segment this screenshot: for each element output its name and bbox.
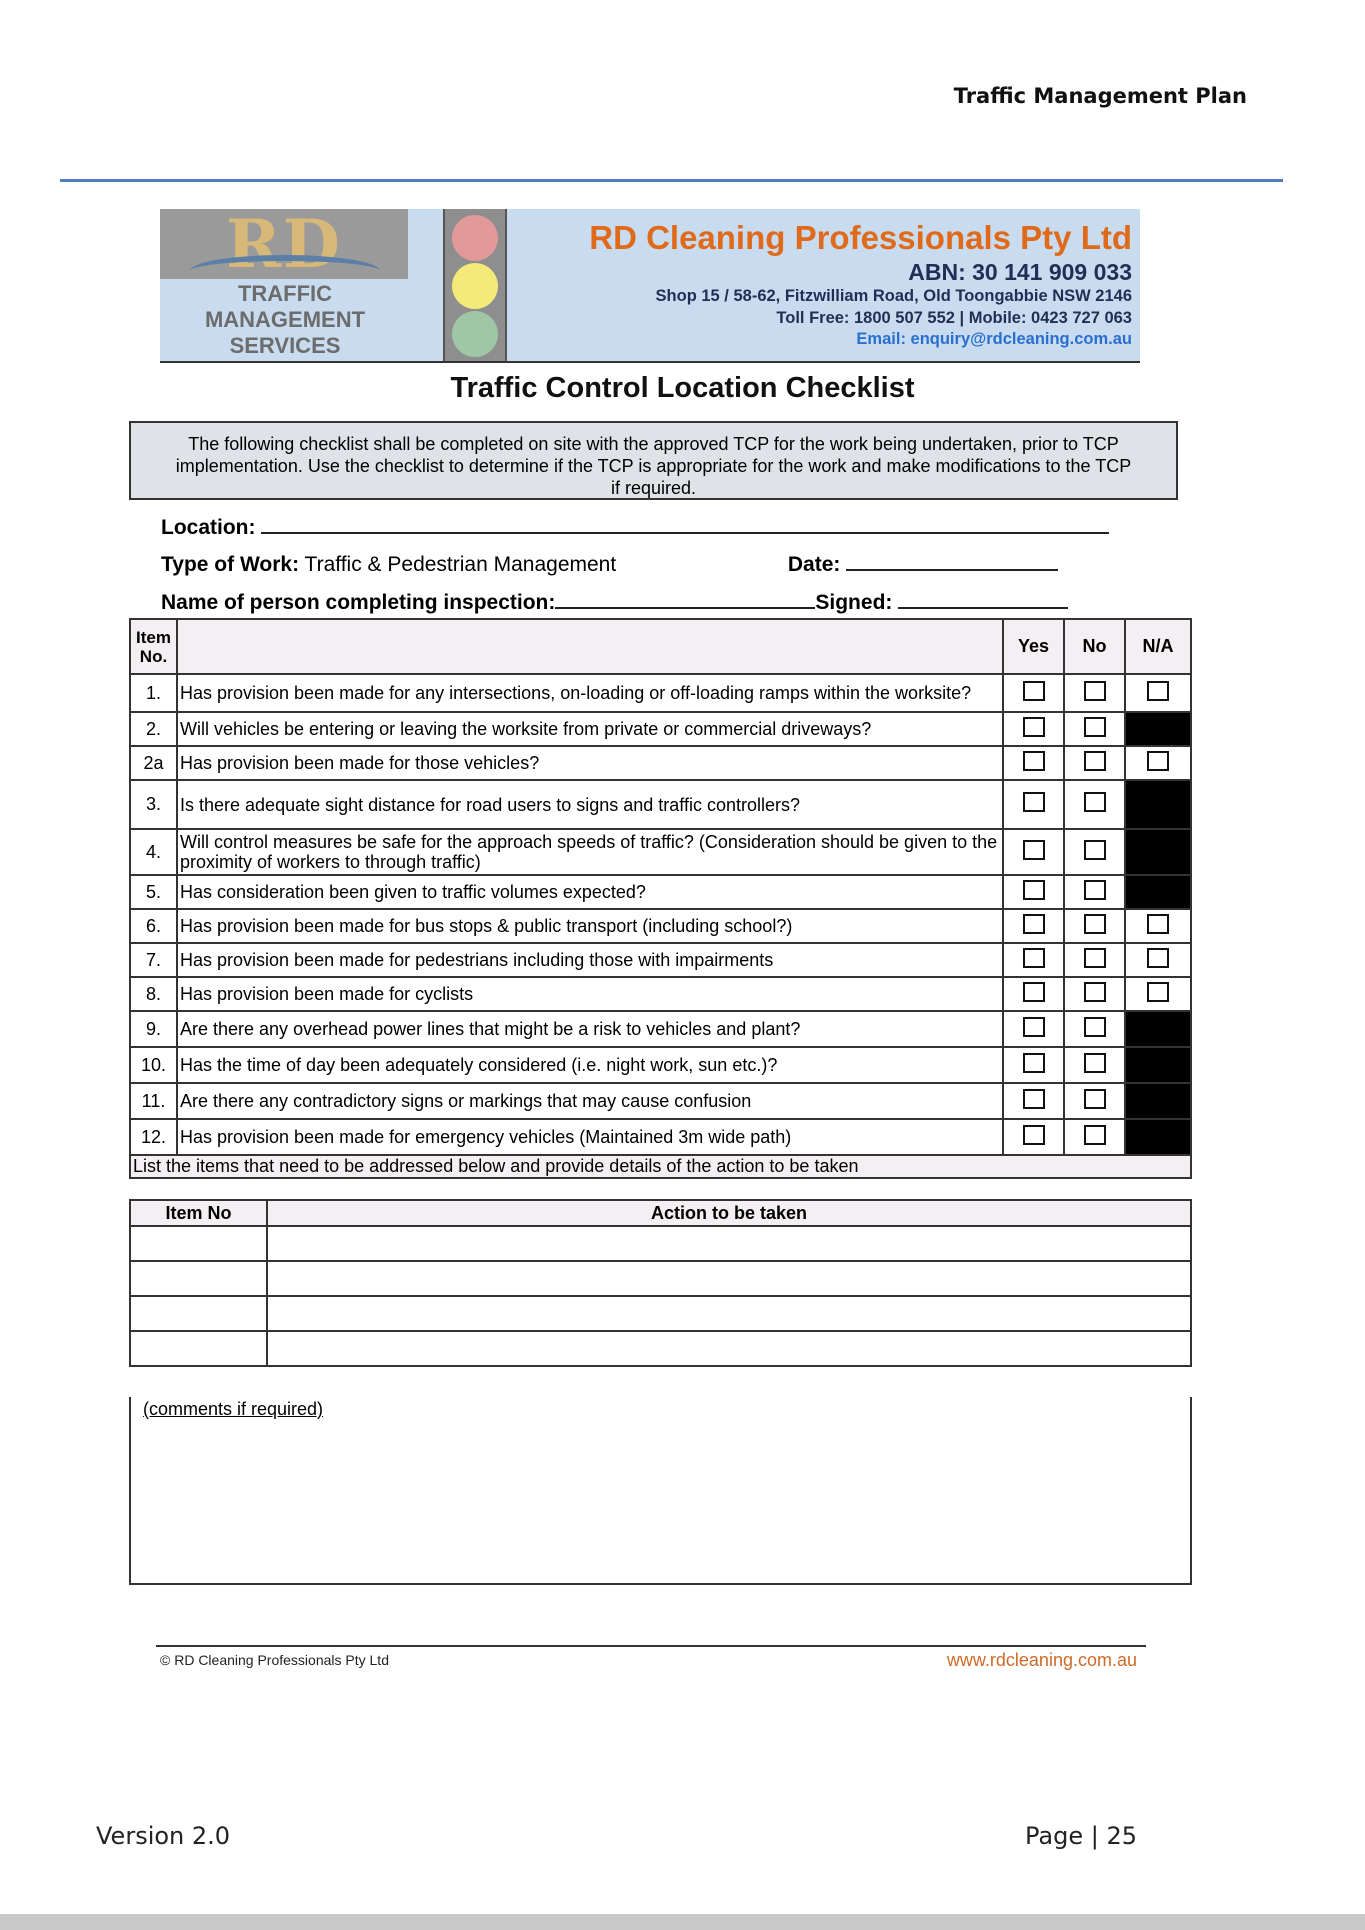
action-item-cell[interactable] xyxy=(130,1226,267,1261)
date-label: Date: xyxy=(787,553,841,576)
company-name: RD Cleaning Professionals Pty Ltd xyxy=(589,219,1132,256)
checklist-na-cell xyxy=(1125,746,1191,780)
checklist-question: Are there any overhead power lines that might be a risk to vehicles and plant? xyxy=(177,1011,1003,1047)
no-checkbox[interactable] xyxy=(1084,717,1106,737)
checklist-row xyxy=(130,1047,1191,1083)
checklist-yes-cell xyxy=(1003,1011,1064,1047)
action-text-cell[interactable] xyxy=(267,1261,1191,1296)
company-phone: Toll Free: 1800 507 552 | Mobile: 0423 727 063 xyxy=(776,309,1132,327)
work-type-label: Type of Work: xyxy=(161,553,300,576)
checklist-row xyxy=(130,977,1191,1011)
yellow-light xyxy=(452,263,498,309)
yes-checkbox[interactable] xyxy=(1023,914,1045,934)
checklist-item-number: 9. xyxy=(130,1011,177,1047)
action-row xyxy=(130,1296,1191,1331)
na-checkbox[interactable] xyxy=(1147,681,1169,701)
checklist-row xyxy=(130,875,1191,909)
na-header: N/A xyxy=(1125,619,1191,674)
checklist-item-number: 10. xyxy=(130,1047,177,1083)
checklist-na-cell xyxy=(1125,1011,1191,1047)
action-text-cell[interactable] xyxy=(267,1226,1191,1261)
page-number: Page | 25 xyxy=(1025,1822,1137,1850)
actions-header-row xyxy=(130,1200,1191,1226)
action-row xyxy=(130,1331,1191,1366)
checklist-na-cell xyxy=(1125,712,1191,746)
checklist-no-cell xyxy=(1064,943,1125,977)
inspector-label: Name of person completing inspection: xyxy=(161,591,556,614)
checklist-question: Has the time of day been adequately considered (i.e. night work, sun etc.)? xyxy=(177,1047,1003,1083)
viewer-bottom-bar xyxy=(0,1914,1365,1930)
checklist-no-cell xyxy=(1064,1119,1125,1155)
action-row xyxy=(130,1261,1191,1296)
checklist-item-number: 6. xyxy=(130,909,177,943)
checklist-question: Are there any contradictory signs or markings that may cause confusion xyxy=(177,1083,1003,1119)
logo-subtitle-line: SERVICES xyxy=(229,333,341,358)
checklist-row xyxy=(130,829,1191,875)
checklist-row xyxy=(130,909,1191,943)
header-divider xyxy=(60,179,1283,182)
comments-label: (comments if required) xyxy=(143,1399,324,1419)
location-field[interactable] xyxy=(161,514,1109,540)
yes-checkbox[interactable] xyxy=(1023,840,1045,860)
checklist-question: Has provision been made for any intersections, on-loading or off-loading ramps within the worksite? xyxy=(177,674,1003,712)
no-checkbox[interactable] xyxy=(1084,1017,1106,1037)
logo-subtitle-line: TRAFFIC xyxy=(237,281,333,306)
checklist-question: Has provision been made for bus stops & public transport (including school?) xyxy=(177,909,1003,943)
checklist-yes-cell xyxy=(1003,746,1064,780)
work-type-row xyxy=(161,551,1058,577)
checklist-yes-cell xyxy=(1003,780,1064,829)
item-no-header: Item No. xyxy=(130,619,177,674)
action-row xyxy=(130,1226,1191,1261)
no-checkbox[interactable] xyxy=(1084,792,1106,812)
yes-checkbox[interactable] xyxy=(1023,1053,1045,1073)
letterhead-banner xyxy=(160,205,1140,363)
yes-checkbox[interactable] xyxy=(1023,880,1045,900)
checklist-yes-cell xyxy=(1003,977,1064,1011)
yes-checkbox[interactable] xyxy=(1023,948,1045,968)
company-address: Shop 15 / 58-62, Fitzwilliam Road, Old Toongabbie NSW 2146 xyxy=(655,287,1132,305)
checklist-na-cell xyxy=(1125,829,1191,875)
no-checkbox[interactable] xyxy=(1084,1089,1106,1109)
signed-label: Signed: xyxy=(815,591,893,614)
checklist-yes-cell xyxy=(1003,1047,1064,1083)
checklist-item-number: 1. xyxy=(130,674,177,712)
no-checkbox[interactable] xyxy=(1084,681,1106,701)
form-title: Traffic Control Location Checklist xyxy=(450,372,915,404)
checklist-item-number: 5. xyxy=(130,875,177,909)
no-checkbox[interactable] xyxy=(1084,880,1106,900)
logo-subtitle xyxy=(160,281,410,359)
checklist-yes-cell xyxy=(1003,943,1064,977)
no-checkbox[interactable] xyxy=(1084,948,1106,968)
checklist-row xyxy=(130,674,1191,712)
checklist-row xyxy=(130,746,1191,780)
website-link[interactable]: www.rdcleaning.com.au xyxy=(946,1650,1137,1670)
checklist-no-cell xyxy=(1064,746,1125,780)
checklist-no-cell xyxy=(1064,977,1125,1011)
checklist-question: Has consideration been given to traffic volumes expected? xyxy=(177,875,1003,909)
checklist-yes-cell xyxy=(1003,1083,1064,1119)
checklist-yes-cell xyxy=(1003,909,1064,943)
action-item-cell[interactable] xyxy=(130,1331,267,1366)
location-label: Location: xyxy=(161,516,256,539)
action-item-cell[interactable] xyxy=(130,1296,267,1331)
checklist-footer-text: List the items that need to be addressed below and provide details of the action to be taken xyxy=(130,1155,1191,1178)
yes-header: Yes xyxy=(1003,619,1064,674)
checklist-no-cell xyxy=(1064,1047,1125,1083)
date-input-line[interactable] xyxy=(846,551,1058,571)
inspector-row xyxy=(161,589,1068,615)
action-text-cell[interactable] xyxy=(267,1296,1191,1331)
checklist-yes-cell xyxy=(1003,1119,1064,1155)
page-header-title: Traffic Management Plan xyxy=(953,84,1247,108)
checklist-item-number: 3. xyxy=(130,780,177,829)
checklist-item-number: 12. xyxy=(130,1119,177,1155)
checklist-yes-cell xyxy=(1003,674,1064,712)
checklist-question: Is there adequate sight distance for road users to signs and traffic controllers? xyxy=(177,780,1003,829)
form-footer-divider xyxy=(156,1645,1146,1647)
company-logo xyxy=(160,205,410,361)
checklist-item-number: 7. xyxy=(130,943,177,977)
checklist-no-cell xyxy=(1064,829,1125,875)
checklist-na-cell xyxy=(1125,943,1191,977)
no-checkbox[interactable] xyxy=(1084,1125,1106,1145)
copyright-text: © RD Cleaning Professionals Pty Ltd xyxy=(160,1652,389,1668)
yes-checkbox[interactable] xyxy=(1023,1089,1045,1109)
yes-checkbox[interactable] xyxy=(1023,1125,1045,1145)
checklist-na-cell xyxy=(1125,1119,1191,1155)
checklist-na-cell xyxy=(1125,674,1191,712)
yes-checkbox[interactable] xyxy=(1023,681,1045,701)
checklist-no-cell xyxy=(1064,712,1125,746)
signed-input-line[interactable] xyxy=(898,589,1068,609)
na-checkbox[interactable] xyxy=(1147,982,1169,1002)
inspector-input-line[interactable] xyxy=(555,589,815,609)
comments-box[interactable] xyxy=(129,1397,1192,1585)
company-abn: ABN: 30 141 909 033 xyxy=(908,259,1132,285)
action-item-cell[interactable] xyxy=(130,1261,267,1296)
checklist-no-cell xyxy=(1064,780,1125,829)
checklist-item-number: 2a xyxy=(130,746,177,780)
checklist-item-number: 4. xyxy=(130,829,177,875)
checklist-question: Has provision been made for pedestrians including those with impairments xyxy=(177,943,1003,977)
no-checkbox[interactable] xyxy=(1084,914,1106,934)
checklist-no-cell xyxy=(1064,1083,1125,1119)
checklist-row xyxy=(130,1083,1191,1119)
checklist-yes-cell xyxy=(1003,712,1064,746)
actions-table xyxy=(129,1199,1192,1367)
checklist-na-cell xyxy=(1125,1083,1191,1119)
yes-checkbox[interactable] xyxy=(1023,982,1045,1002)
na-checkbox[interactable] xyxy=(1147,751,1169,771)
question-header xyxy=(177,619,1003,674)
checklist-no-cell xyxy=(1064,875,1125,909)
checklist-item-number: 11. xyxy=(130,1083,177,1119)
yes-checkbox[interactable] xyxy=(1023,1017,1045,1037)
yes-checkbox[interactable] xyxy=(1023,717,1045,737)
checklist-yes-cell xyxy=(1003,875,1064,909)
checklist-na-cell xyxy=(1125,1047,1191,1083)
checklist-question: Has provision been made for those vehicles? xyxy=(177,746,1003,780)
traffic-light-icon xyxy=(443,209,507,361)
checklist-question: Has provision been made for cyclists xyxy=(177,977,1003,1011)
no-checkbox[interactable] xyxy=(1084,840,1106,860)
checklist-question: Will control measures be safe for the approach speeds of traffic? (Consideration should be given to the proximity of workers to through traffic) xyxy=(177,829,1003,875)
checklist-question: Has provision been made for emergency vehicles (Maintained 3m wide path) xyxy=(177,1119,1003,1155)
action-text-cell[interactable] xyxy=(267,1331,1191,1366)
checklist-item-number: 2. xyxy=(130,712,177,746)
no-checkbox[interactable] xyxy=(1084,982,1106,1002)
checklist-no-cell xyxy=(1064,674,1125,712)
checklist-na-cell xyxy=(1125,909,1191,943)
no-checkbox[interactable] xyxy=(1084,751,1106,771)
checklist-na-cell xyxy=(1125,875,1191,909)
no-checkbox[interactable] xyxy=(1084,1053,1106,1073)
checklist-footer-row xyxy=(130,1155,1191,1178)
logo-rd-text: RD xyxy=(160,209,408,279)
checklist-row xyxy=(130,1119,1191,1155)
checklist-no-cell xyxy=(1064,909,1125,943)
company-email[interactable]: Email: enquiry@rdcleaning.com.au xyxy=(856,330,1132,348)
na-checkbox[interactable] xyxy=(1147,914,1169,934)
checklist-na-cell xyxy=(1125,977,1191,1011)
checklist-question: Will vehicles be entering or leaving the worksite from private or commercial driveways? xyxy=(177,712,1003,746)
checklist-row xyxy=(130,780,1191,829)
item-no-column-header: Item No xyxy=(130,1200,267,1226)
checklist-header-row xyxy=(130,619,1191,674)
checklist-row xyxy=(130,1011,1191,1047)
checklist-yes-cell xyxy=(1003,829,1064,875)
red-light xyxy=(452,215,498,261)
checklist-item-number: 8. xyxy=(130,977,177,1011)
checklist-na-cell xyxy=(1125,780,1191,829)
green-light xyxy=(452,311,498,357)
checklist-body xyxy=(130,674,1191,1155)
checklist-table xyxy=(129,618,1192,1179)
checklist-row xyxy=(130,943,1191,977)
action-column-header: Action to be taken xyxy=(267,1200,1191,1226)
no-header: No xyxy=(1064,619,1125,674)
yes-checkbox[interactable] xyxy=(1023,751,1045,771)
version-text: Version 2.0 xyxy=(96,1822,231,1850)
location-input-line[interactable] xyxy=(261,514,1109,534)
na-checkbox[interactable] xyxy=(1147,948,1169,968)
logo-subtitle-line: MANAGEMENT xyxy=(204,307,366,332)
yes-checkbox[interactable] xyxy=(1023,792,1045,812)
work-type-value: Traffic & Pedestrian Management xyxy=(304,553,617,576)
checklist-row xyxy=(130,712,1191,746)
instructions-box: The following checklist shall be completed on site with the approved TCP for the work being undertaken, prior to TCP implementation. Use the checklist to determine if the TCP is appropriate for the work and make modifications to the TCP if required. xyxy=(129,421,1178,500)
checklist-no-cell xyxy=(1064,1011,1125,1047)
